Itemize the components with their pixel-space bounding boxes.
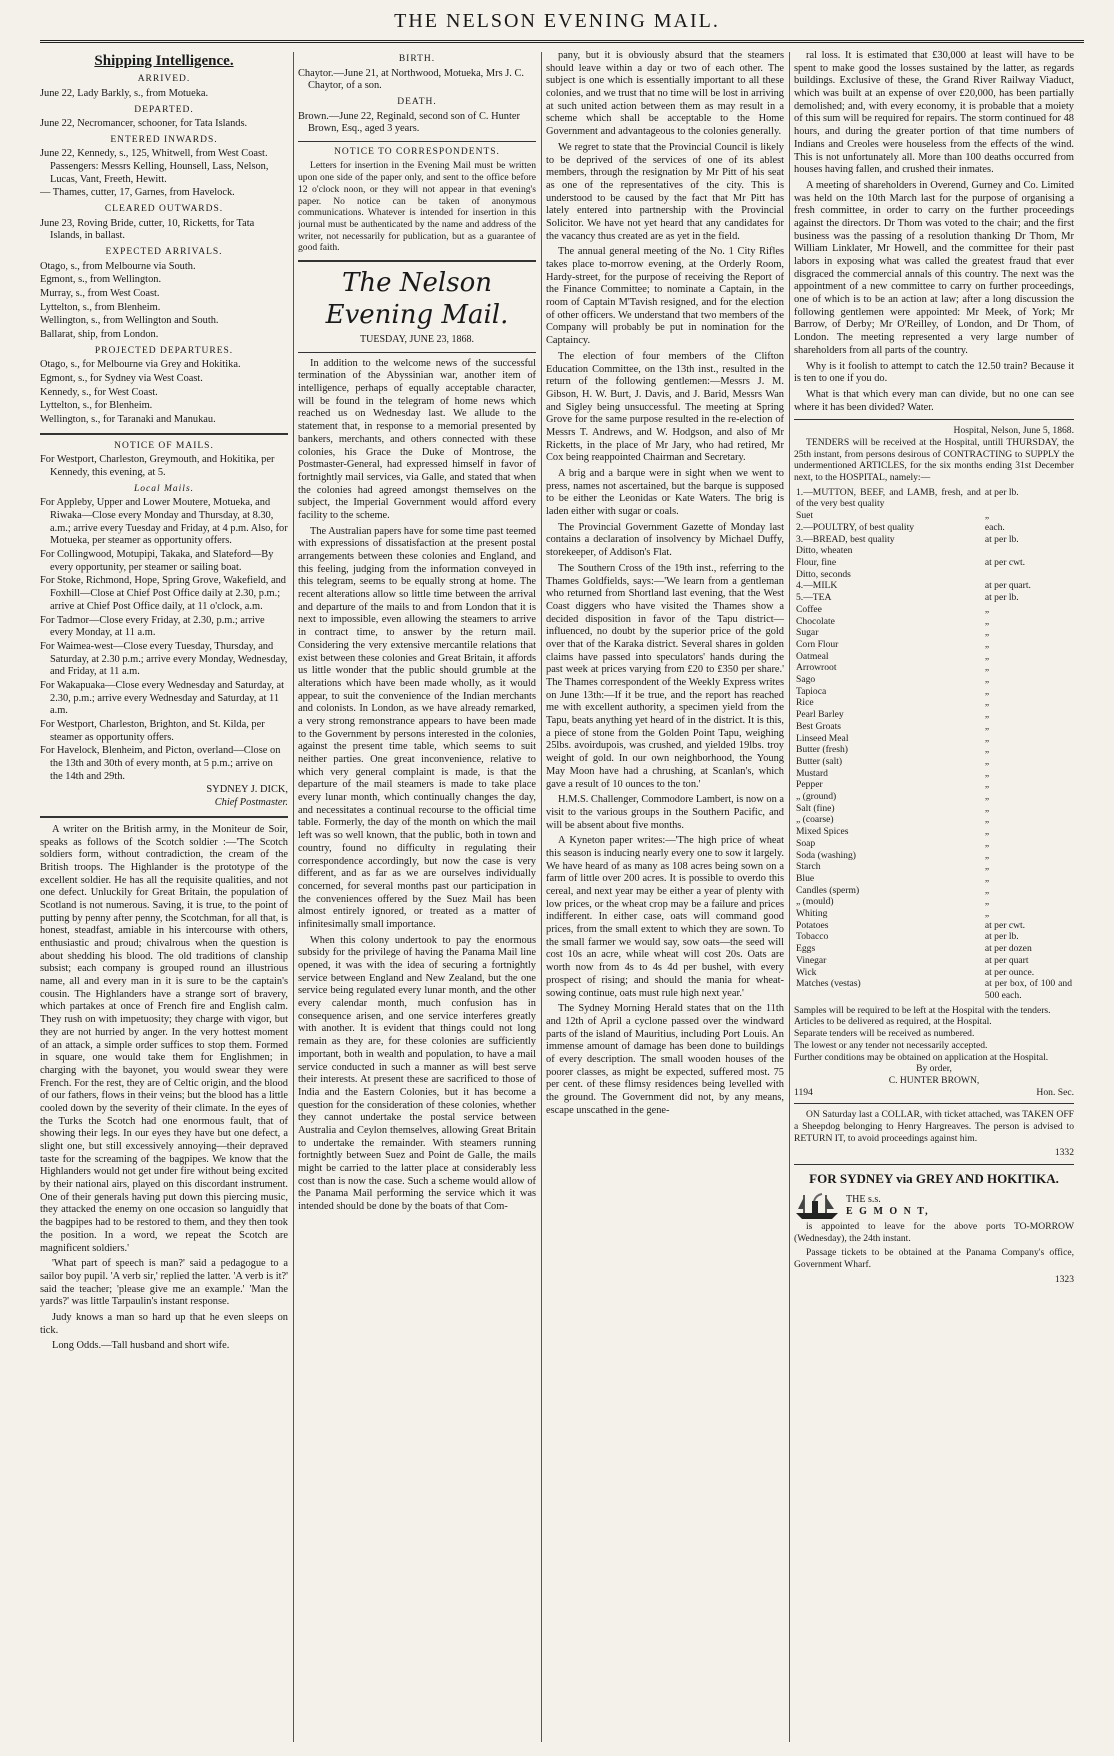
birth-text: Chaytor.—June 21, at Northwood, Motueka, Mrs J. C. Chaytor, of a son.: [298, 67, 524, 92]
tender-table: [794, 487, 1074, 1002]
tender-unit: „: [984, 826, 990, 838]
tender-item: Salt (fine): [796, 802, 835, 814]
tender-row: [794, 686, 1074, 698]
tender-signer: C. HUNTER BROWN,: [888, 1074, 980, 1086]
tender-row: [794, 885, 1074, 897]
tender-unit: at per dozen: [984, 943, 1032, 955]
article-paragraph: A Kyneton paper writes:—'The high price of wheat this season is inducing nearly every one to sow it largely. We have heard of as many as 108 acres being sown on a farm of little over 200 acres. It is possible to overdo this cereal, and next year may be either a year of plenty with low prices, or the wheat crop may be a failure and prices indifferent. In either case, oats will command good prices, from the small extent to which they are sown. To the small farmer we would say, sow oats—the seed will cost 10s an acre, while wheat will cost 20s. Oats are worth now from 4s to 4s 4d per bushel, with every prospect of rising; and should the mania for wheat-sowing continue, oats must rule high next year.': [546, 835, 784, 999]
tender-unit: [983, 545, 1074, 557]
tender-unit: „: [984, 837, 990, 849]
sydney-head: FOR SYDNEY via GREY AND HOKITIKA.: [809, 1171, 1059, 1187]
tender-row: [794, 580, 1074, 592]
tender-row: [794, 967, 1074, 979]
tender-row: [794, 896, 1074, 908]
tender-item: Ditto, wheaten: [796, 545, 853, 557]
article-paragraph: A writer on the British army, in the Moniteur de Soir, speaks as follows of the Scotch soldier :—'The Scotch soldiers form, without contradiction, the cream of the British troops. The Highlander is the prototype of the excellent soldier. He has all the requisite qualities, and not one defect. Unluckily for Great Britain, the population of Scotland is not numerous. Saving, it is true, to the point of putting by penny after penny, the Scotchman, for all that, is honest, steadfast, amiable in his intercourse with others, enthusiastic and proud; chivalrous when the question is about shedding his blood. The old traditions of clanship subsist; each company is grouped round an illustrious name, all and every man in it is sure to be the captain's cousin. The Highlanders have a strange sort of bravery, which partakes at once of French fire and English calm. They rush on with impetuosity; they charge with vigor, but they are not hurried by anger. In the very hottest moment of an attack, a simple order suffices to stop them. Formed in square, one would take them for Englishmen; in charging with the bayonet, you would swear they were French. For the rest, they are of Celtic origin, and the blood of our fathers, flows in their veins; but the blood has a little cooled down by the severity of their climate. In the eyes of the Turks the Scotch had one enormous fault, that of showing their legs. In our eyes they have but one defect, a slight one, but still excessively annoying—their depraved taste for the screaming of the bagpipes. We know that the Highlanders would not get under fire without being excited by their national airs, played on this discordant instrument. One of their generals having put down this piercing music, they attacked the enemy on one occasion so languidly that the bagpipes had to be restored to them, and they then took the position. In a word, we repeat the Scotch are magnificent soldiers.': [40, 823, 288, 1254]
shipping-entry: June 22, Necromancer, schooner, for Tata Islands.: [40, 118, 248, 130]
article-paragraph: H.M.S. Challenger, Commodore Lambert, is now on a visit to the various groups in the Southern Pacific, and will be absent about five months.: [546, 794, 784, 831]
tender-unit: at per quart: [984, 954, 1029, 966]
mail-items: [40, 497, 288, 783]
article-paragraph: The election of four members of the Clifton Education Committee, on the 13th inst., resulted in the return of the following gentlemen:—Messrs J. M. Gibson, H. W. Burt, J. Davis, and J. Barid, Messrs Wan and Sigley being unsuccessful. The meeting at Spring Grove for the same purpose resulted in the re-election of Messrs T. Andrews, and W. Hodgson, and also of Mr Ricketts, in the place of Mr Jary, who had retired, Mr Cox being reappointed Chairman and Secretary.: [546, 350, 784, 464]
tender-unit: „: [984, 767, 990, 779]
tender-item: 2.—POULTRY, of best quality: [796, 521, 915, 533]
tender-row: [794, 850, 1074, 862]
by-order: By order,: [916, 1063, 952, 1075]
tender-item: Suet: [796, 510, 814, 522]
column-4: [794, 50, 1074, 1740]
tender-unit: „: [984, 744, 990, 756]
article-paragraph: The annual general meeting of the No. 1 City Rifles takes place to-morrow evening, at the Orderly Room, Hardy-street, for the purpose of receiving the Report of the Finance Committee; to nominate a Captain, in the room of Captain M'Tavish resigned, and for the election of other officers. We understand that two members of the Company will probably be put in nomination for the Captaincy.: [546, 246, 784, 347]
tender-unit: „: [984, 732, 990, 744]
tender-item: Soap: [796, 837, 816, 849]
tender-item: Starch: [796, 861, 821, 873]
tender-row: [794, 779, 1074, 791]
tender-row: [794, 733, 1074, 745]
article-paragraph: The Provincial Government Gazette of Monday last contains a declaration of insolvency by Michael Duffy, storekeeper, of Addison's Flat.: [546, 521, 784, 559]
tender-row: [794, 674, 1074, 686]
mail-entry: For Waimea-west—Close every Tuesday, Thursday, and Saturday, at 2.30 p.m.; arrive every Monday, Wednesday, and Friday, at 11 a.m.: [40, 640, 288, 678]
shipping-sections: [40, 74, 288, 427]
tender-unit: „: [984, 884, 990, 896]
tender-row: [794, 908, 1074, 920]
tender-signer-title: Hon. Sec.: [1036, 1086, 1074, 1098]
shipping-entry: Murray, s., from West Coast.: [40, 288, 160, 300]
tender-note: Further conditions may be obtained on application at the Hospital.: [794, 1051, 1049, 1063]
mail-entry: For Appleby, Upper and Lower Moutere, Motueka, and Riwaka—Close every Monday and Thursday, at 8.30, a.m.; arrive every Tuesday and Friday, at 4 p.m. Also, for Motueka, per steamer as opportunity offers.: [40, 497, 288, 547]
tender-unit: „: [984, 861, 990, 873]
shipping-entry: Lyttelton, s., for Blenheim.: [40, 400, 153, 412]
column-3: [546, 50, 784, 1740]
tender-unit: [983, 569, 1074, 581]
tender-unit: „: [984, 697, 990, 709]
column-1: [40, 50, 288, 1740]
tender-item: Flour, fine: [796, 556, 837, 568]
tender-item: Butter (salt): [796, 755, 843, 767]
mail-service-article: [298, 358, 536, 1214]
article-paragraph: What is that which every man can divide, but no one can see where it has been divided? Water.: [794, 388, 1074, 413]
mail-entry: For Westport, Charleston, Brighton, and St. Kilda, per steamer as opportunity offers.: [40, 719, 265, 743]
tender-unit: at per ounce.: [984, 966, 1035, 978]
tender-unit: „: [984, 791, 990, 803]
postmaster-title: Chief Postmaster.: [214, 797, 288, 809]
tender-unit: „: [984, 662, 990, 674]
tender-unit: „: [984, 896, 990, 908]
tender-row: [794, 534, 1074, 546]
article-paragraph: A brig and a barque were in sight when we went to press, names not ascertained, but the barque is supposed to be either the Leonidas or Kate Waters. The brig is laden either with sugar or coals.: [546, 468, 784, 518]
tender-item: Wick: [796, 966, 817, 978]
ship-block: [794, 1191, 1074, 1221]
tender-unit: „: [984, 627, 990, 639]
tender-item: 4.—MILK: [796, 580, 838, 592]
divider: [794, 1103, 1074, 1104]
tender-item: „ (mould): [796, 896, 834, 908]
tender-item: Chocolate: [796, 615, 835, 627]
tender-row: [794, 662, 1074, 674]
tender-item: Rice: [796, 697, 814, 709]
tender-unit: „: [984, 814, 990, 826]
shipping-entry: June 22, Kennedy, s., 125, Whitwell, from West Coast. Passengers: Messrs Kelling, Hounsell, Lass, Nelson, Lucas, Vant, Freeth, Hewitt.: [40, 148, 269, 185]
tender-item: „ (coarse): [796, 814, 834, 826]
tender-row: [794, 920, 1074, 932]
mail-entry: For Tadmor—Close every Friday, at 2.30, p.m.; arrive every Monday, at 11 a.m.: [40, 614, 265, 639]
divider: [794, 419, 1074, 420]
tender-item: Tapioca: [796, 685, 827, 697]
tender-unit: „: [984, 872, 990, 884]
tender-row: [794, 709, 1074, 721]
shipping-entry: Ballarat, ship, from London.: [40, 329, 159, 341]
sydney-text: is appointed to leave for the above ports TO-MORROW (Wednesday), the 24th instant.: [794, 1221, 1074, 1244]
tender-item: 3.—BREAD, best quality: [796, 533, 895, 545]
scotch-soldier-article: [40, 824, 288, 1353]
shipping-section-head: EXPECTED ARRIVALS.: [105, 247, 223, 258]
shipping-entry: Lyttelton, s., from Blenheim.: [40, 301, 161, 313]
ship-name: E G M O N T,: [846, 1206, 930, 1217]
divider: [298, 352, 536, 353]
tender-item: Butter (fresh): [796, 744, 848, 756]
tender-ref: 1194: [794, 1086, 813, 1098]
tender-row: [794, 651, 1074, 663]
tender-row: [794, 756, 1074, 768]
sydney-tickets: Passage tickets to be obtained at the Panama Company's office, Government Wharf.: [794, 1247, 1074, 1271]
tender-item: Eggs: [796, 943, 816, 955]
tender-row: [794, 592, 1074, 604]
tender-row: [794, 931, 1074, 943]
tender-unit: at per lb.: [984, 486, 1019, 498]
tender-item: Oatmeal: [796, 650, 829, 662]
column-divider: [789, 52, 790, 1742]
ship-line-1: THE s.s.: [846, 1193, 881, 1205]
tender-item: Arrowroot: [796, 662, 837, 674]
tender-unit: „: [984, 779, 990, 791]
tender-item: „ (ground): [796, 791, 837, 803]
tender-item: Pearl Barley: [796, 709, 844, 721]
tender-row: [794, 826, 1074, 838]
article-paragraph: In addition to the welcome news of the successful termination of the Abyssinian war, another item of intelligence, perhaps of equally acceptable character, will be found in the telegram of home news which reached us on Wednesday last. We allude to the statement that, in response to a memorial presented by bankers, merchants, and others connected with these colonies, his Grace the Duke of Montrose, the Postmaster-General, had expressed himself in favor of fortnightly mail services, via Galle, and stated that when the colonies had agreed amongst themselves on the subject, the Imperial Government would afford every facility to the scheme.: [298, 357, 536, 521]
tender-unit: „: [984, 709, 990, 721]
tender-item: Pepper: [796, 779, 823, 791]
tender-row: [794, 697, 1074, 709]
shipping-entry: Otago, s., from Melbourne via South.: [40, 260, 196, 272]
tender-item: Mustard: [796, 767, 828, 779]
mails-intro: For Westport, Charleston, Greymouth, and Hokitika, per Kennedy, this evening, at 5.: [40, 454, 275, 479]
tender-item: 5.—TEA: [796, 592, 832, 604]
mail-entry: For Stoke, Richmond, Hope, Spring Grove, Wakefield, and Foxhill—Close at Chief Post Office daily at 2.30, p.m.; arrive at Chief Post Office daily, at 11 o'clock, a.m.: [40, 575, 287, 612]
tender-unit: „: [984, 674, 990, 686]
article-paragraph: ral loss. It is estimated that £30,000 at least will have to be spent to make good the losses sustained by the latter, as regards buildings. Exclusive of these, the Grand River Railway Viaduct, which was built at an expense of over £20,000, has been partially demolished; and, with every economy, it is probable that a moiety of this sum will be required for repairs. The storm continued for 48 hours, and during the greater portion of that time numbers of Indians and Creoles were houseless from the effects of the wind. This is not unfortunately all. More than 100 deaths occurred from houses having fallen, and crushed their inmates.: [794, 50, 1074, 176]
mail-entry: For Havelock, Blenheim, and Picton, overland—Close on the 13th and 30th of every month, at 5 p.m.; arrive on the 14th and 29th.: [40, 745, 281, 782]
tender-note: Separate tenders will be received as numbered.: [794, 1028, 975, 1040]
tender-row: [794, 510, 1074, 522]
tender-item: Sago: [796, 674, 816, 686]
tender-unit: at per box, of 100 and 500 each.: [984, 978, 1072, 1001]
tender-unit: „: [984, 650, 990, 662]
tender-notes: [794, 1005, 1074, 1064]
tender-unit: at per cwt.: [984, 919, 1026, 931]
article-paragraph: The Sydney Morning Herald states that on the 11th and 12th of April a cyclone passed over the windward parts of the island of Mauritius, including Port Louis. An immense amount of damage has been done to buildings of every description. The small wooden houses of the poorer classes, as might be expected, suffered most. 75 per cent. of these flimsy residences being levelled with the ground. The Government did not, by any means, escape unscathed in the gene-: [546, 1003, 784, 1116]
tender-row: [794, 639, 1074, 651]
mail-entry: For Collingwood, Motupipi, Takaka, and Slateford—By every opportunity, per steamer or sailing boat.: [40, 549, 274, 573]
tender-item: Corn Flour: [796, 638, 839, 650]
tender-item: Linseed Meal: [796, 732, 849, 744]
tender-row: [794, 569, 1074, 581]
shipping-section-head: DEPARTED.: [134, 104, 194, 115]
tender-unit: „: [984, 510, 990, 522]
tender-note: The lowest or any tender not necessarily accepted.: [794, 1039, 988, 1051]
tender-row: [794, 978, 1074, 1001]
paper-date: TUESDAY, JUNE 23, 1868.: [360, 333, 474, 345]
tender-row: [794, 768, 1074, 780]
tender-item: Vinegar: [796, 954, 827, 966]
tender-item: 1.—MUTTON, BEEF, and LAMB, fresh, and of the very best quality: [796, 486, 981, 510]
article-paragraph: We regret to state that the Provincial Council is likely to be deprived of the services of one of its ablest members, through the resignation by Mr Pitt of his seat as one of the representatives of the city. This is understood to be caused by the fact that Mr Pitt has lately entered into partnership with the Provincial Solicitor. We have not yet heard that any candidates for the vacancy thus created are as yet in the field.: [546, 141, 784, 242]
death-head: DEATH.: [397, 96, 437, 107]
article-paragraph: Long Odds.—Tall husband and short wife.: [52, 1340, 230, 1352]
shipping-entry: June 22, Lady Barkly, s., from Motueka.: [40, 87, 209, 99]
tender-unit: at per lb.: [984, 931, 1019, 943]
tender-unit: at per lb.: [984, 592, 1019, 604]
shipping-title: Shipping Intelligence.: [94, 53, 234, 69]
tender-unit: at per cwt.: [984, 556, 1026, 568]
article-paragraph: A meeting of shareholders in Overend, Gurney and Co. Limited was held on the 10th March last for the purpose of organising a fresh committee, in order to carry on the further proceedings against the directors. Dr Thom was voted to the chair; and the first business was the passing of a resolution thanking Dr Thom, Mr William Linklater, Mr Howell, and the committee for their past labors in exposing what was called the greatest fraud that ever disgraced the commercial annals of this country. The next was the appointment of a new committee to carry on further proceedings, one of which is to be an action at law; after a long discussion the following gentlemen were appointed: Mr Meek, of York; Mr Barrow, of Derby; Mr O'Reilley, of London, and Dr Thom, of London. The meeting represented a very large number of shareholders from all parts of the country.: [794, 179, 1074, 356]
tender-note: Articles to be delivered as required, at the Hospital.: [794, 1016, 992, 1028]
shipping-section-head: ARRIVED.: [137, 74, 191, 85]
masthead-rule: [40, 40, 1084, 43]
collar-ref: 1332: [1054, 1147, 1074, 1159]
tender-item: Coffee: [796, 603, 822, 615]
tender-unit: „: [984, 638, 990, 650]
tender-item: Sugar: [796, 627, 819, 639]
tender-row: [794, 838, 1074, 850]
tender-unit: at per lb.: [984, 533, 1019, 545]
tender-row: [794, 955, 1074, 967]
shipping-section-head: PROJECTED DEPARTURES.: [94, 345, 234, 356]
tender-place-date: Hospital, Nelson, June 5, 1868.: [953, 425, 1074, 437]
article-paragraph: The Australian papers have for some time past teemed with expressions of dissatisfaction at the present postal arrangements between these colonies and England, and this feeling, judging from the information conveyed in this telegram, seems to be equally strong at home. The recent alterations allow so little time between the arrival and departure of the mails to and from London that it is next to impossible, even allowing the steamers to arrive in contract time, to answer by the return mail. Considering the very extensive mercantile relations that exist between these colonies and Great Britain, it affords us little wonder that the public should grumble at the alterations which have been made wholly, as it would appear, to suit the convenience of the Indian merchants and colonists. In London, as we have already remarked, a very strong remonstrance appears to have been made to the Government by persons interested in the colonies, against the present time table, which seems to suit neither parties. One great inconvenience, relative to which very general complaint is made, is that the departure of the mail steamers is made to take place every lunar month, which continually changes the day, and necessitates a continual recourse to the official time table. Formerly, the day of the month on which the mail left was so well known, that the public, both in town and country, found no difficulty in regulating their correspondence accordingly, but now the case is very different, and as far as we are ourselves individually concerned, for several months past our participation in the conveniences offered by the Suez Mail has been almost entirely ignored, or treated as a matter of infinitesimally small importance.: [298, 525, 536, 930]
tender-unit: „: [984, 802, 990, 814]
divider: [298, 141, 536, 142]
tender-item: Candles (sperm): [796, 884, 860, 896]
tender-unit: each.: [984, 521, 1005, 533]
steamship-icon: [794, 1191, 840, 1221]
news-items-continued: [794, 50, 1074, 414]
tender-unit: „: [984, 755, 990, 767]
tender-row: [794, 791, 1074, 803]
article-paragraph: The Southern Cross of the 19th inst., referring to the Thames Goldfields, says:—'We learn from a gentleman who returned from Shortland last evening, that the West Coast diggers who have visited the Thames show a decided disposition in favor of the Tapu district—influenced, no doubt by the superior price of the gold over that of the Karaka district. Several shares in golden claims have passed into speculators' hands during the past week at prices varying from £20 to £350 per share.' The Thames correspondent of the Weekly Express writes on June 13th:—If it be true, and the report has reached me with excellent authority, a specimen yield from the Tapu, beats anything yet heard of in the district. It is this, a piece of stone from the Golden Point Tapu, weighing 25lbs. avoirdupois, was crushed, and yielded 19lbs. troy weight of gold. In our own neighborhood, the Young May Moon have had a chrushing, at Scanlan's, which gave a result of 10 ounces to the ton.': [546, 562, 784, 790]
column-divider: [541, 52, 542, 1742]
tender-footer: [794, 1087, 1074, 1099]
postmaster-signature: SYDNEY J. DICK,: [206, 784, 288, 796]
shipping-entry: Wellington, s., for Taranaki and Manukau.: [40, 414, 216, 426]
tender-unit: at per quart.: [984, 580, 1031, 592]
tender-row: [794, 721, 1074, 733]
tender-unit: „: [984, 849, 990, 861]
correspondents-text: Letters for insertion in the Evening Mail must be written upon one side of the paper only, and sent to the office before 12 o'clock noon, or they will not appear in that evening's paper. No notice can be taken of anonymous communications. Whatever is intended for insertion in this journal must be authenticated by the name and address of the writer, not necessarily for publication, but as a guarantee of good faith.: [298, 160, 536, 254]
tender-item: Matches (vestas): [796, 978, 861, 990]
tender-row: [794, 861, 1074, 873]
tender-row: [794, 814, 1074, 826]
sydney-ref: 1323: [1054, 1273, 1074, 1285]
collar-notice: ON Saturday last a COLLAR, with ticket attached, was TAKEN OFF a Sheepdog belonging to Henry Hargreaves. The person is advised to RETURN IT, to avoid proceedings against him.: [794, 1109, 1074, 1144]
shipping-entry: Otago, s., for Melbourne via Grey and Hokitika.: [40, 359, 241, 371]
article-paragraph: When this colony undertook to pay the enormous subsidy for the privilege of having the Panama Mail line opened, it was with the idea of securing a fortnightly service between England and New Zealand, but the one service being regulated every lunar month, and the other every calendar month, much confusion has in consequence arisen, and one service interferes greatly with another. It is evident that things could not long remain as they are, for these colonies are sufficiently important, both in wealth and population, to have a mail service conducted in such a manner as will best serve their interests. At present these are sacrificed to those of India and the Eastern Colonies, but it has become a question for the consideration of these colonies, whether they cannot undertake the postal service between Australia and Ceylon themselves, allowing Great Britain to undertake the remainder. With steamers running fortnightly between Suez and Point de Galle, the mails might be carried to the latter place at considerably less cost than is now the case. Such a scheme would allow of the Panama Mail performing the service which it was intended should be done by the boats of that Com-: [298, 934, 536, 1213]
tender-item: Best Groats: [796, 720, 842, 732]
tender-row: [794, 545, 1074, 557]
shipping-entry: Kennedy, s., for West Coast.: [40, 386, 158, 398]
tender-unit: „: [984, 615, 990, 627]
birth-head: BIRTH.: [398, 54, 436, 64]
shipping-entry: Egmont, s., for Sydney via West Coast.: [40, 373, 203, 385]
death-text: Brown.—June 22, Reginald, second son of C. Hunter Brown, Esq., aged 3 years.: [298, 110, 520, 135]
correspondents-head: NOTICE TO CORRESPONDENTS.: [334, 146, 500, 157]
tender-row: [794, 487, 1074, 510]
tender-item: Soda (washing): [796, 849, 856, 861]
shipping-entry: Wellington, s., from Wellington and South.: [40, 315, 219, 327]
masthead: THE NELSON EVENING MAIL.: [394, 10, 720, 32]
article-paragraph: pany, but it is obviously absurd that the steamers should leave within a day or two of each other. The subject is one which is essentially important to all these colonies, and we trust that no time will be lost in arriving at such united action between them as may result in a scheme which shall be acceptable to the Home Government and advantageous to the colonies generally.: [546, 50, 784, 138]
ship-text: [846, 1194, 930, 1218]
tender-row: [794, 604, 1074, 616]
article-paragraph: Judy knows a man so hard up that he even sleeps on tick.: [40, 1311, 288, 1336]
shipping-entry: — Thames, cutter, 17, Garnes, from Havelock.: [40, 187, 235, 199]
tender-note: Samples will be required to be left at the Hospital with the tenders.: [794, 1004, 1051, 1016]
tender-unit: „: [984, 603, 990, 615]
mails-title: NOTICE OF MAILS.: [114, 440, 214, 451]
divider: [40, 816, 288, 818]
article-paragraph: Why is it foolish to attempt to catch the 12.50 train? Because it is ten to one if you do.: [794, 360, 1074, 385]
column-2: [298, 50, 536, 1740]
tender-row: [794, 557, 1074, 569]
tender-item: Mixed Spices: [796, 826, 849, 838]
tender-item: Whiting: [796, 908, 828, 920]
tender-row: [794, 873, 1074, 885]
column-divider: [293, 52, 294, 1742]
divider: [298, 260, 536, 262]
tender-unit: „: [984, 720, 990, 732]
shipping-entry: Egmont, s., from Wellington.: [40, 274, 162, 286]
tender-unit: „: [984, 908, 990, 920]
divider: [40, 433, 288, 435]
tender-row: [794, 522, 1074, 534]
mail-entry: For Wakapuaka—Close every Wednesday and Saturday, at 2.30, p.m.; arrive every Wednesday and Saturday, at 11 a.m.: [40, 679, 284, 717]
tender-item: Potatoes: [796, 919, 829, 931]
tender-row: [794, 943, 1074, 955]
news-items: [546, 50, 784, 1117]
tender-row: [794, 627, 1074, 639]
shipping-section-head: ENTERED INWARDS.: [110, 134, 218, 145]
divider: [794, 1164, 1074, 1165]
tender-item: Ditto, seconds: [796, 568, 851, 580]
shipping-entry: June 23, Roving Bride, cutter, 10, Ricketts, for Tata Islands, in ballast.: [40, 217, 255, 242]
tender-item: Tobacco: [796, 931, 829, 943]
tender-row: [794, 744, 1074, 756]
local-mails-head: Local Mails.: [133, 483, 195, 494]
tender-intro: TENDERS will be received at the Hospital, untill THURSDAY, the 25th instant, from persons desirous of CONTRACTING to SUPPLY the undermentioned ARTICLES, for the six months ending 31st December next, to the HOSPITAL, namely:—: [794, 436, 1074, 484]
tender-unit: „: [984, 685, 990, 697]
paper-title: The Nelson Evening Mail.: [325, 268, 509, 330]
tender-row: [794, 803, 1074, 815]
tender-item: Blue: [796, 872, 815, 884]
article-paragraph: 'What part of speech is man?' said a pedagogue to a sailor boy pupil. 'A verb sir,' replied the latter. 'A verb is it?' said the teacher; 'please give me an example.' 'Man the yards?' was little Tarpaulin's instant response.: [40, 1258, 288, 1308]
shipping-section-head: CLEARED OUTWARDS.: [104, 204, 224, 215]
tender-row: [794, 616, 1074, 628]
